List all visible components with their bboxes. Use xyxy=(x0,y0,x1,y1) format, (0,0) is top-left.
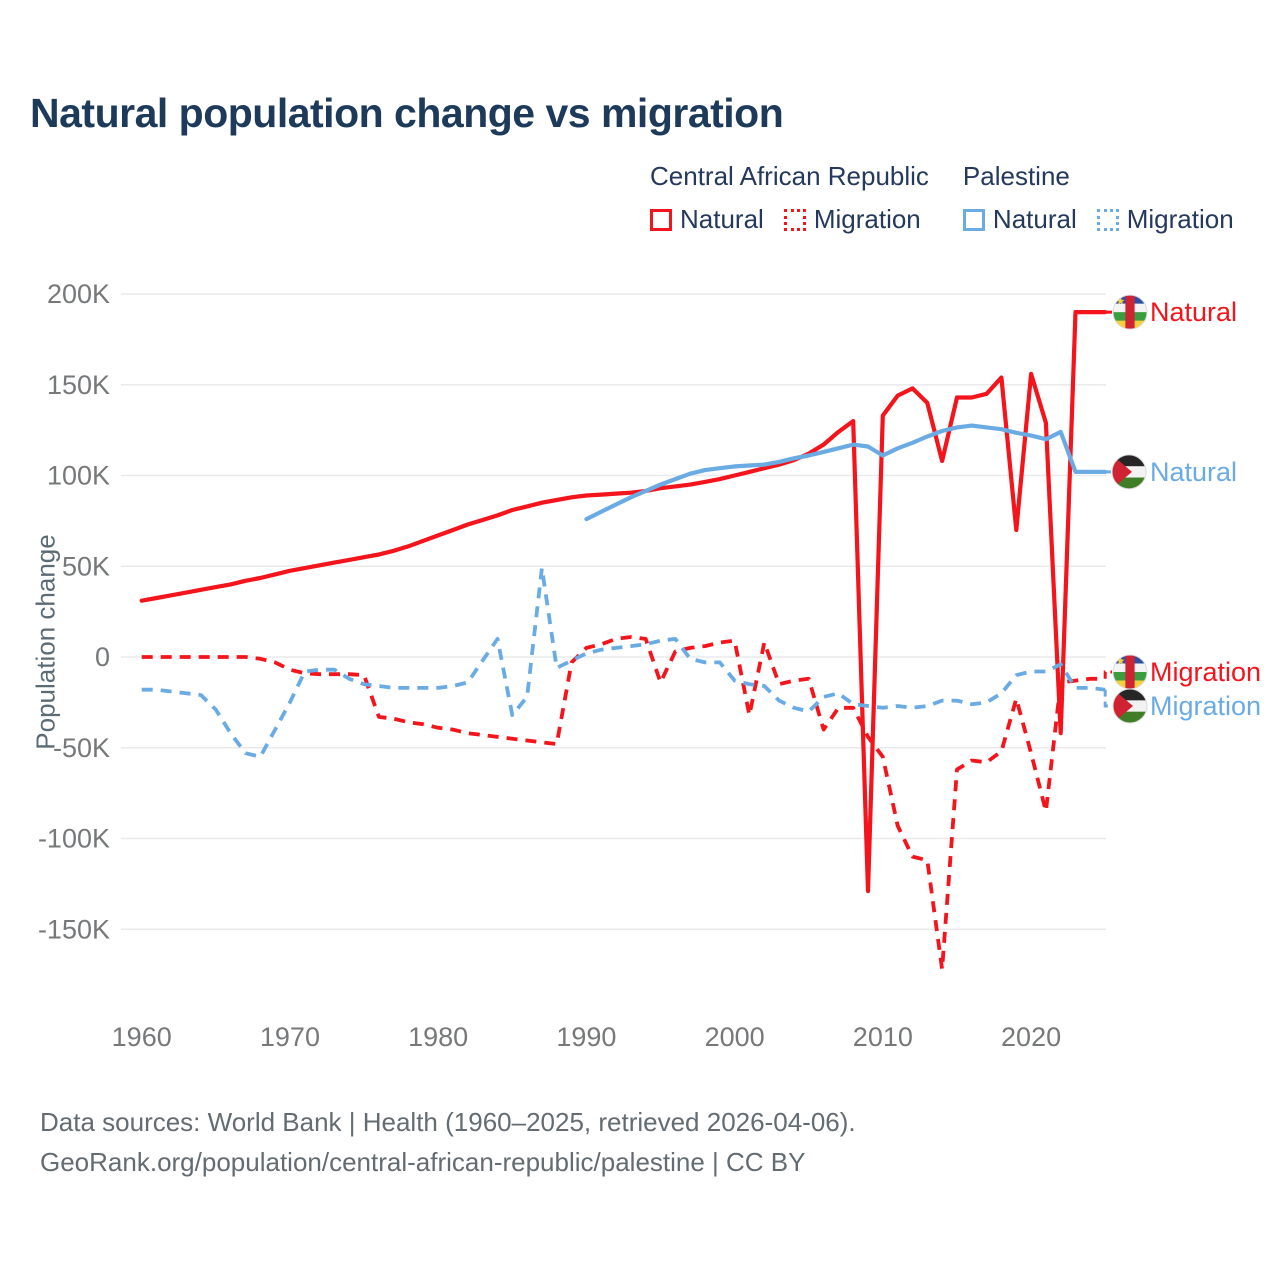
annotation-label: Migration xyxy=(1150,657,1262,687)
footer xyxy=(40,1102,856,1182)
annotation-pse-migration xyxy=(1105,689,1261,724)
legend-item-label: Migration xyxy=(813,204,921,234)
annotation-pse-natural xyxy=(1105,455,1237,490)
x-tick-label: 1990 xyxy=(556,1022,617,1052)
series-line-car-migration xyxy=(142,637,1105,969)
x-tick-label: 1960 xyxy=(111,1022,172,1052)
series-line-pse-migration xyxy=(142,568,1105,757)
legend-item-central-african-republic-natural[interactable] xyxy=(650,204,764,235)
annotation-label: Natural xyxy=(1150,297,1238,328)
gridlines xyxy=(121,294,1106,929)
y-tick-label: 50K xyxy=(61,551,110,582)
x-tick-label: 2000 xyxy=(704,1022,765,1052)
legend-swatch-solid xyxy=(963,209,985,231)
y-tick-label: 150K xyxy=(46,369,110,400)
y-tick-label: 100K xyxy=(46,460,110,491)
chart-title: Natural population change vs migration xyxy=(30,90,784,136)
legend-item-label: Migration xyxy=(1126,204,1234,234)
x-tick-label: 1980 xyxy=(408,1022,469,1052)
footer-sources: Data sources: World Bank | Health (1960–2025, retrieved 2026-04-06). xyxy=(40,1107,856,1137)
legend-item-palestine-migration[interactable] xyxy=(1097,204,1234,235)
annotation-label: Natural xyxy=(1150,456,1238,487)
x-tick-label: 2020 xyxy=(1001,1022,1062,1052)
legend-swatch-solid xyxy=(650,209,672,231)
x-axis-tick-labels xyxy=(112,1022,1061,1052)
legend-group-title: Central African Republic xyxy=(650,161,929,191)
y-tick-label: -100K xyxy=(37,823,110,854)
annotation-connector xyxy=(1105,690,1112,706)
y-tick-label: -150K xyxy=(37,914,110,945)
y-tick-label: 200K xyxy=(46,279,110,309)
legend-item-palestine-natural[interactable] xyxy=(963,204,1077,235)
footer-attribution: GeoRank.org/population/central-african-republic/palestine | CC BY xyxy=(40,1147,806,1177)
y-axis-title: Population change xyxy=(30,534,61,750)
series-line-pse-natural xyxy=(586,426,1105,519)
legend-group-car xyxy=(650,161,929,235)
annotation-connector xyxy=(1105,672,1112,679)
x-tick-label: 2010 xyxy=(852,1022,913,1052)
legend-swatch-dotted xyxy=(1097,209,1119,231)
legend-swatch-dotted xyxy=(784,209,806,231)
annotation-car-natural xyxy=(1105,295,1237,330)
x-tick-label: 1970 xyxy=(259,1022,320,1052)
legend-group-title: Palestine xyxy=(962,161,1070,191)
annotation-label: Migration xyxy=(1150,691,1262,721)
legend-group-palestine xyxy=(963,161,1234,235)
legend xyxy=(650,161,1234,235)
legend-item-label: Natural xyxy=(992,204,1077,234)
annotation-car-migration xyxy=(1105,655,1261,690)
y-tick-label: 0 xyxy=(94,642,110,672)
series-line-car-natural xyxy=(142,312,1105,891)
legend-item-central-african-republic-migration[interactable] xyxy=(784,204,921,235)
y-tick-label: -50K xyxy=(52,732,110,763)
legend-item-label: Natural xyxy=(680,204,764,234)
